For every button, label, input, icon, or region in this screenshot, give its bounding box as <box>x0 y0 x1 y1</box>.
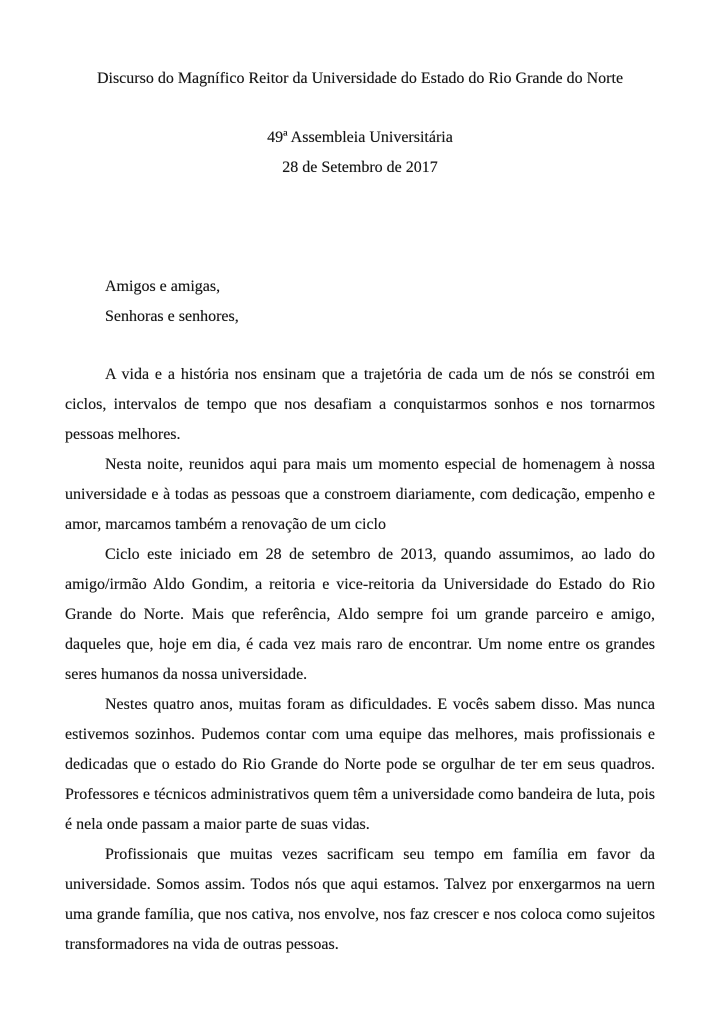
document-title: Discurso do Magnífico Reitor da Universidade do Estado do Rio Grande do Norte <box>96 70 624 87</box>
salutation-line-1: Amigos e amigas, <box>105 278 221 295</box>
paragraph-1: A vida e a história nos ensinam que a trajetória de cada um de nós se constrói em ciclos, intervalos de tempo que nos desafiam a conquistarmos sonhos e nos tornarmos pessoas melhores. <box>65 366 655 443</box>
paragraph-5: Profissionais que muitas vezes sacrificam seu tempo em família em favor da universidade. Somos assim. Todos nós que aqui estamos. Talvez por enxergarmos na uern uma grande família, que nos cativa, nos envolve, nos faz crescer e nos coloca como sujeitos transformadores na vida de outras pessoas. <box>65 846 655 953</box>
document-body <box>65 360 655 960</box>
paragraph-4: Nestes quatro anos, muitas foram as dificuldades. E vocês sabem disso. Mas nunca estivemos sozinhos. Pudemos contar com uma equipe das melhores, mais profissionais e dedicadas que o estado do Rio Grande do Norte pode se orgulhar de ter em seus quadros. Professores e técnicos administrativos quem têm a universidade como bandeira de luta, pois é nela onde passam a maior parte de suas vidas. <box>65 696 655 833</box>
date-subtitle: 28 de Setembro de 2017 <box>282 159 438 176</box>
document-subtitle-block <box>65 123 655 183</box>
salutation-block <box>65 272 655 332</box>
assembly-subtitle: 49ª Assembleia Universitária <box>267 129 453 146</box>
salutation-line-2: Senhoras e senhores, <box>105 308 239 325</box>
paragraph-3: Ciclo este iniciado em 28 de setembro de 2013, quando assumimos, ao lado do amigo/irmão Aldo Gondim, a reitoria e vice-reitoria da Universidade do Estado do Rio Grande do Norte. Mais que referência, Aldo sempre foi um grande parceiro e amigo, daqueles que, hoje em dia, é cada vez mais raro de encontrar. Um nome entre os grandes seres humanos da nossa universidade. <box>65 546 655 683</box>
paragraph-2: Nesta noite, reunidos aqui para mais um momento especial de homenagem à nossa universidade e à todas as pessoas que a constroem diariamente, com dedicação, empenho e amor, marcamos também a renovação de um ciclo <box>65 456 655 533</box>
